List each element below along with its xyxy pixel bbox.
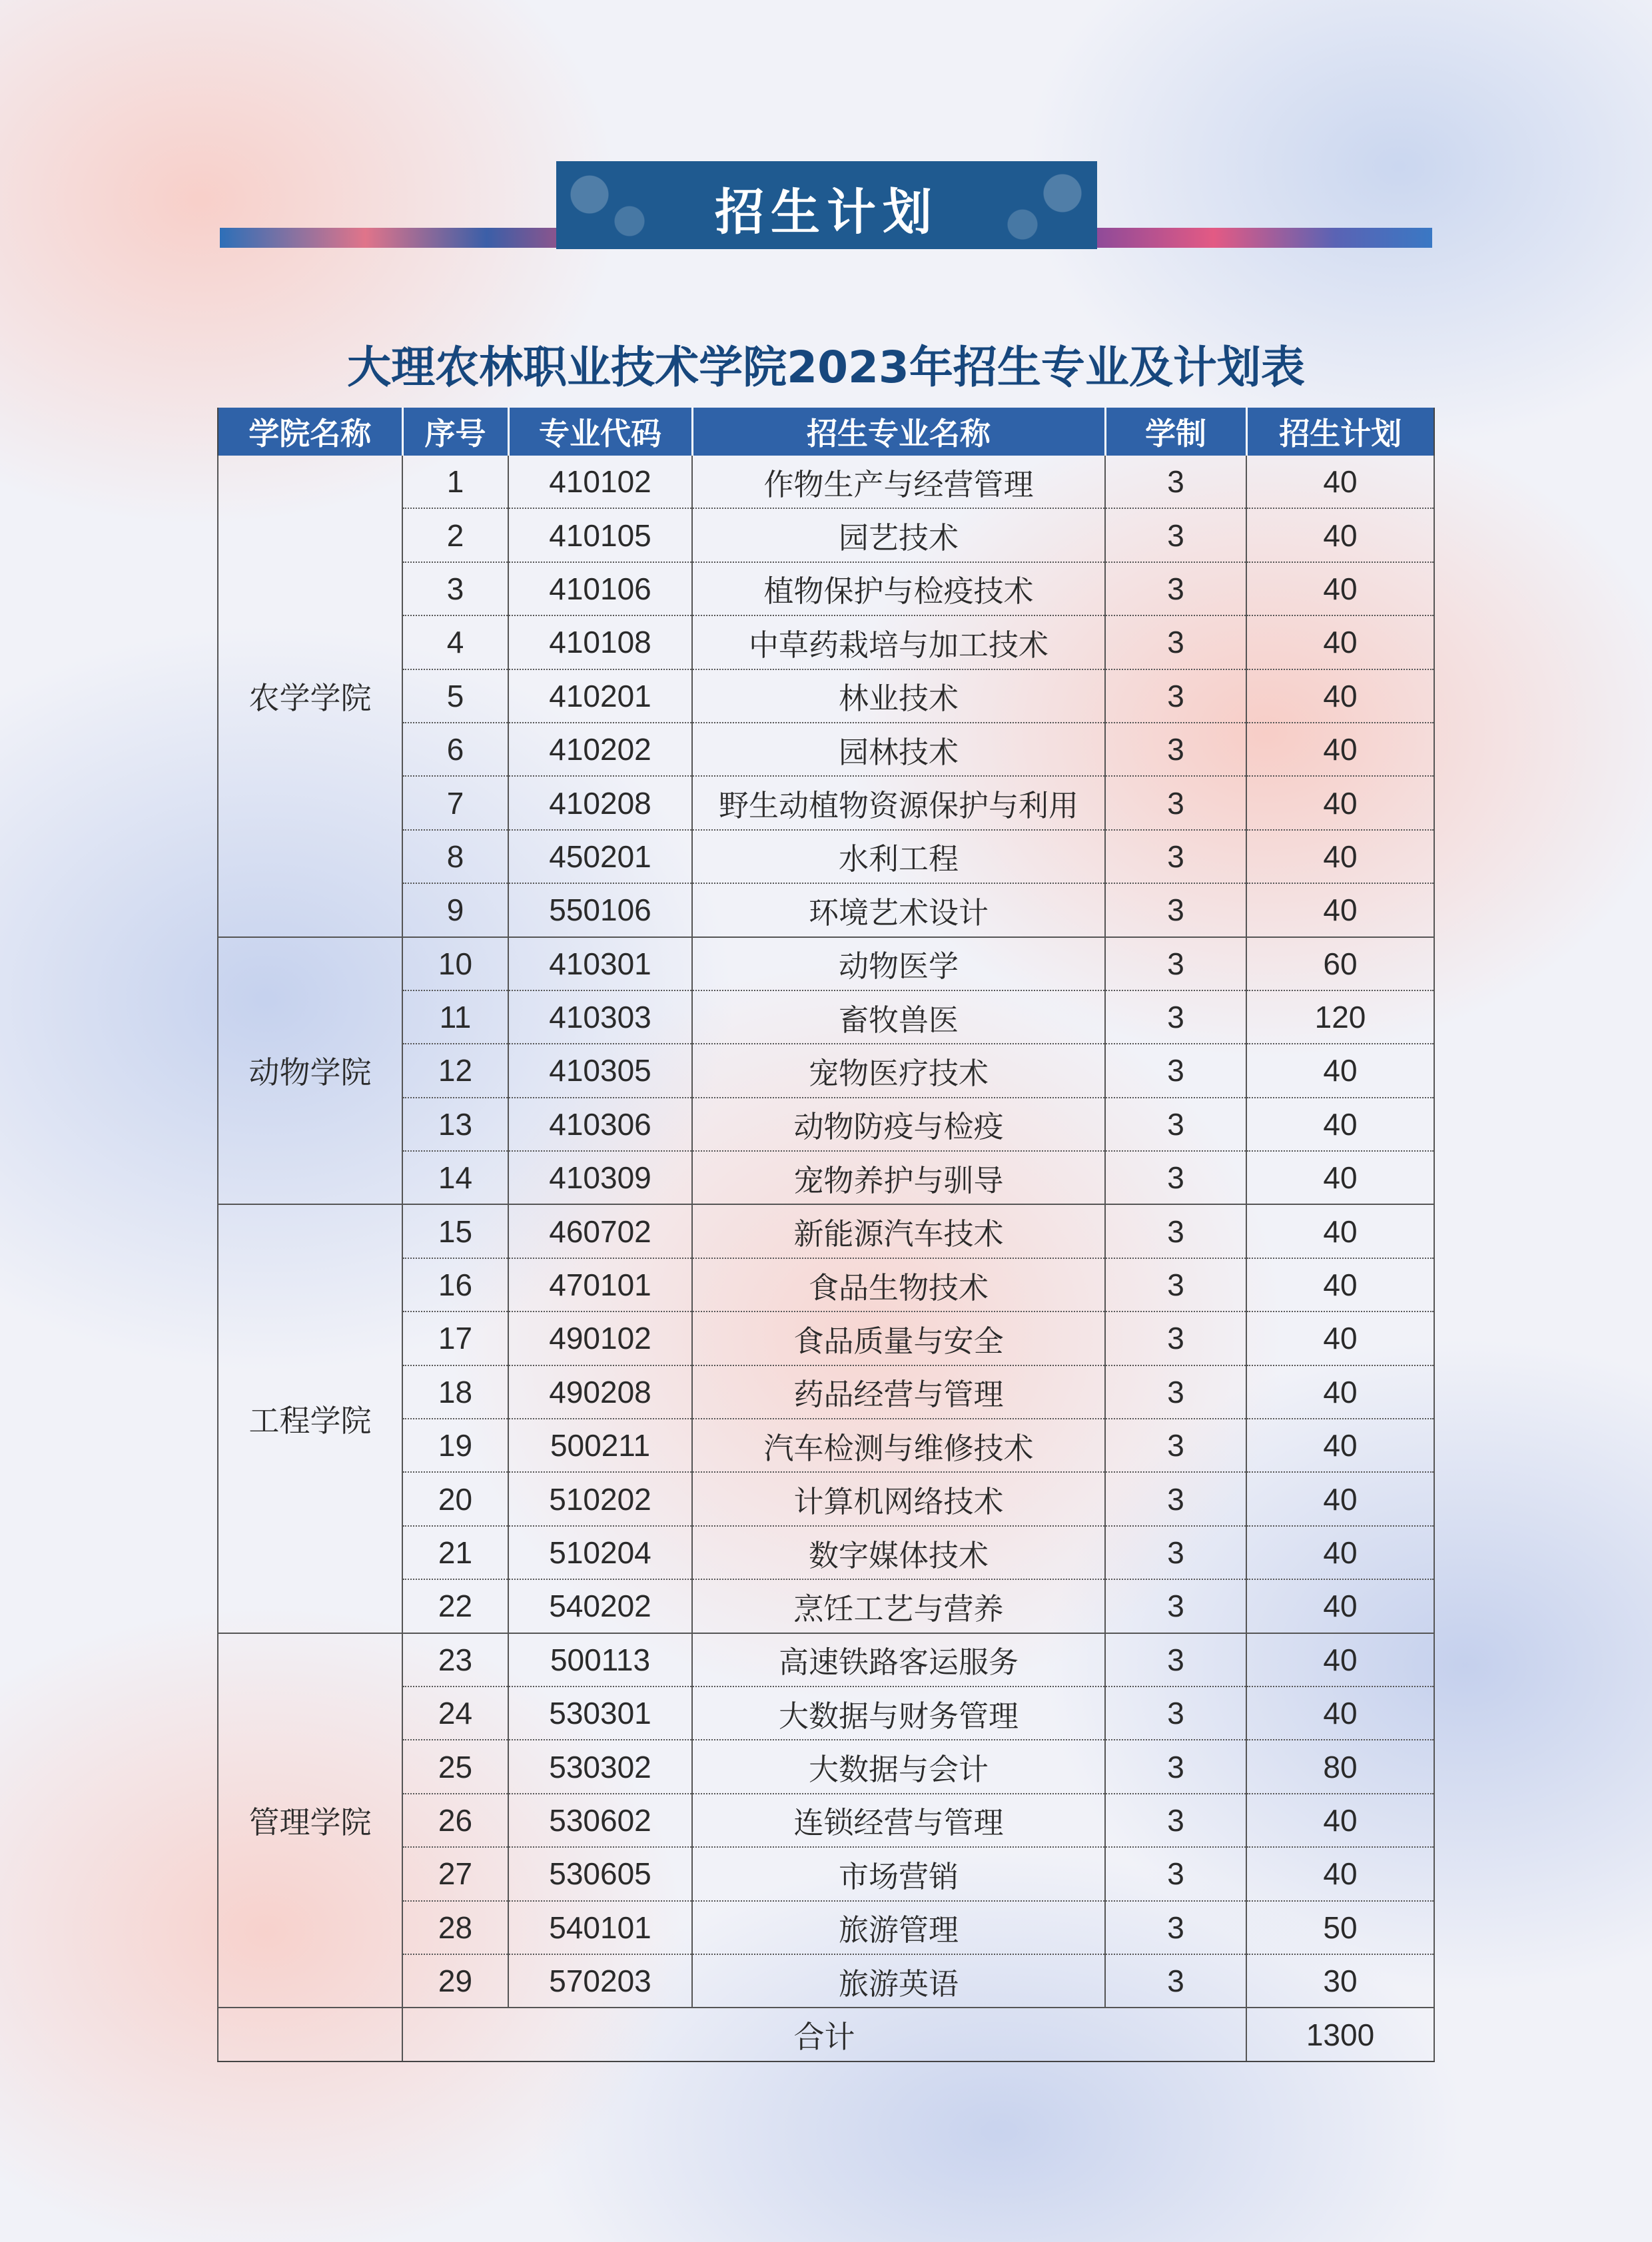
plan-cell: 40 [1246,562,1434,615]
plan-cell: 40 [1246,1151,1434,1204]
banner-plaque [556,161,1097,249]
major-cell: 畜牧兽医 [692,990,1105,1044]
code-cell: 540101 [508,1901,692,1954]
index-cell: 5 [402,669,508,723]
years-cell: 3 [1105,1258,1246,1311]
code-cell: 540202 [508,1579,692,1633]
index-cell: 9 [402,883,508,936]
code-cell: 490102 [508,1311,692,1365]
major-cell: 高速铁路客运服务 [692,1633,1105,1686]
plan-cell: 40 [1246,1419,1434,1472]
plan-cell: 40 [1246,1204,1434,1258]
major-cell: 市场营销 [692,1847,1105,1900]
major-cell: 动物医学 [692,937,1105,990]
years-cell: 3 [1105,776,1246,829]
code-cell: 460702 [508,1204,692,1258]
plan-cell: 40 [1246,883,1434,936]
years-cell: 3 [1105,456,1246,508]
years-cell: 3 [1105,1740,1246,1793]
table-row [218,1204,1434,1258]
years-cell: 3 [1105,1847,1246,1900]
plan-cell: 40 [1246,1098,1434,1151]
code-cell: 410202 [508,723,692,776]
code-cell: 410105 [508,508,692,561]
index-cell: 21 [402,1526,508,1579]
plan-cell: 40 [1246,1686,1434,1740]
years-cell: 3 [1105,1365,1246,1419]
total-blank-cell [218,2008,402,2061]
code-cell: 410306 [508,1098,692,1151]
index-cell: 26 [402,1794,508,1847]
major-cell: 连锁经营与管理 [692,1794,1105,1847]
header-major: 招生专业名称 [692,408,1105,456]
index-cell: 3 [402,562,508,615]
years-cell: 3 [1105,669,1246,723]
plan-cell: 40 [1246,1258,1434,1311]
major-cell: 药品经营与管理 [692,1365,1105,1419]
years-cell: 3 [1105,1419,1246,1472]
college-name-cell: 动物学院 [218,937,402,1205]
index-cell: 6 [402,723,508,776]
major-cell: 数字媒体技术 [692,1526,1105,1579]
code-cell: 530605 [508,1847,692,1900]
major-cell: 宠物养护与驯导 [692,1151,1105,1204]
code-cell: 410102 [508,456,692,508]
major-cell: 食品质量与安全 [692,1311,1105,1365]
major-cell: 汽车检测与维修技术 [692,1419,1105,1472]
code-cell: 490208 [508,1365,692,1419]
major-cell: 植物保护与检疫技术 [692,562,1105,615]
major-cell: 环境艺术设计 [692,883,1105,936]
years-cell: 3 [1105,883,1246,936]
code-cell: 410303 [508,990,692,1044]
index-cell: 17 [402,1311,508,1365]
total-row [218,2008,1434,2061]
table-row [218,937,1434,990]
table-row [218,456,1434,508]
major-cell: 中草药栽培与加工技术 [692,615,1105,669]
index-cell: 20 [402,1472,508,1525]
years-cell: 3 [1105,562,1246,615]
index-cell: 16 [402,1258,508,1311]
code-cell: 530602 [508,1794,692,1847]
years-cell: 3 [1105,1901,1246,1954]
index-cell: 25 [402,1740,508,1793]
major-cell: 水利工程 [692,830,1105,883]
plan-cell: 40 [1246,1311,1434,1365]
major-cell: 大数据与财务管理 [692,1686,1105,1740]
plan-cell: 40 [1246,1579,1434,1633]
plan-cell: 40 [1246,615,1434,669]
code-cell: 570203 [508,1954,692,2008]
plan-cell: 40 [1246,508,1434,561]
major-cell: 林业技术 [692,669,1105,723]
plan-cell: 60 [1246,937,1434,990]
years-cell: 3 [1105,1633,1246,1686]
index-cell: 27 [402,1847,508,1900]
code-cell: 510202 [508,1472,692,1525]
code-cell: 410301 [508,937,692,990]
banner-title: 招生计划 [715,184,939,241]
major-cell: 野生动植物资源保护与利用 [692,776,1105,829]
index-cell: 14 [402,1151,508,1204]
header-college: 学院名称 [218,408,402,456]
index-cell: 1 [402,456,508,508]
college-name-cell: 管理学院 [218,1633,402,2008]
index-cell: 7 [402,776,508,829]
major-cell: 动物防疫与检疫 [692,1098,1105,1151]
plan-cell: 120 [1246,990,1434,1044]
table-header-row [218,408,1434,456]
years-cell: 3 [1105,990,1246,1044]
plan-cell: 40 [1246,830,1434,883]
major-cell: 旅游英语 [692,1954,1105,2008]
college-name-cell: 工程学院 [218,1204,402,1633]
years-cell: 3 [1105,1794,1246,1847]
index-cell: 28 [402,1901,508,1954]
major-cell: 食品生物技术 [692,1258,1105,1311]
code-cell: 410309 [508,1151,692,1204]
table-row [218,1633,1434,1686]
header-plan: 招生计划 [1246,408,1434,456]
code-cell: 450201 [508,830,692,883]
code-cell: 470101 [508,1258,692,1311]
index-cell: 2 [402,508,508,561]
header-code: 专业代码 [508,408,692,456]
years-cell: 3 [1105,1311,1246,1365]
years-cell: 3 [1105,508,1246,561]
total-label: 合计 [402,2008,1246,2061]
index-cell: 24 [402,1686,508,1740]
header-years: 学制 [1105,408,1246,456]
code-cell: 410106 [508,562,692,615]
major-cell: 作物生产与经营管理 [692,456,1105,508]
index-cell: 4 [402,615,508,669]
plan-cell: 40 [1246,1633,1434,1686]
code-cell: 500211 [508,1419,692,1472]
years-cell: 3 [1105,1044,1246,1097]
index-cell: 22 [402,1579,508,1633]
major-cell: 园艺技术 [692,508,1105,561]
major-cell: 旅游管理 [692,1901,1105,1954]
plan-cell: 40 [1246,776,1434,829]
index-cell: 8 [402,830,508,883]
plan-cell: 40 [1246,456,1434,508]
years-cell: 3 [1105,830,1246,883]
major-cell: 计算机网络技术 [692,1472,1105,1525]
years-cell: 3 [1105,1472,1246,1525]
code-cell: 550106 [508,883,692,936]
index-cell: 10 [402,937,508,990]
plan-cell: 50 [1246,1901,1434,1954]
plan-cell: 40 [1246,1044,1434,1097]
plan-cell: 40 [1246,669,1434,723]
major-cell: 烹饪工艺与营养 [692,1579,1105,1633]
index-cell: 12 [402,1044,508,1097]
index-cell: 19 [402,1419,508,1472]
years-cell: 3 [1105,1204,1246,1258]
code-cell: 530301 [508,1686,692,1740]
index-cell: 13 [402,1098,508,1151]
plan-cell: 40 [1246,723,1434,776]
plan-cell: 30 [1246,1954,1434,2008]
plan-cell: 80 [1246,1740,1434,1793]
years-cell: 3 [1105,1151,1246,1204]
code-cell: 510204 [508,1526,692,1579]
plan-cell: 40 [1246,1847,1434,1900]
code-cell: 500113 [508,1633,692,1686]
total-value: 1300 [1246,2008,1434,2061]
index-cell: 29 [402,1954,508,2008]
code-cell: 530302 [508,1740,692,1793]
years-cell: 3 [1105,1686,1246,1740]
major-cell: 新能源汽车技术 [692,1204,1105,1258]
enrollment-plan-table [217,408,1435,2062]
header-index: 序号 [402,408,508,456]
index-cell: 15 [402,1204,508,1258]
years-cell: 3 [1105,1098,1246,1151]
index-cell: 18 [402,1365,508,1419]
major-cell: 园林技术 [692,723,1105,776]
code-cell: 410201 [508,669,692,723]
years-cell: 3 [1105,723,1246,776]
code-cell: 410108 [508,615,692,669]
years-cell: 3 [1105,937,1246,990]
years-cell: 3 [1105,615,1246,669]
table-title: 大理农林职业技术学院2023年招生专业及计划表 [347,342,1305,393]
index-cell: 23 [402,1633,508,1686]
plan-cell: 40 [1246,1526,1434,1579]
code-cell: 410208 [508,776,692,829]
college-name-cell: 农学学院 [218,456,402,937]
years-cell: 3 [1105,1954,1246,2008]
years-cell: 3 [1105,1579,1246,1633]
index-cell: 11 [402,990,508,1044]
major-cell: 宠物医疗技术 [692,1044,1105,1097]
years-cell: 3 [1105,1526,1246,1579]
major-cell: 大数据与会计 [692,1740,1105,1793]
table-body [218,456,1434,2061]
plan-cell: 40 [1246,1365,1434,1419]
plan-cell: 40 [1246,1472,1434,1525]
code-cell: 410305 [508,1044,692,1097]
plan-cell: 40 [1246,1794,1434,1847]
section-banner [220,161,1432,249]
